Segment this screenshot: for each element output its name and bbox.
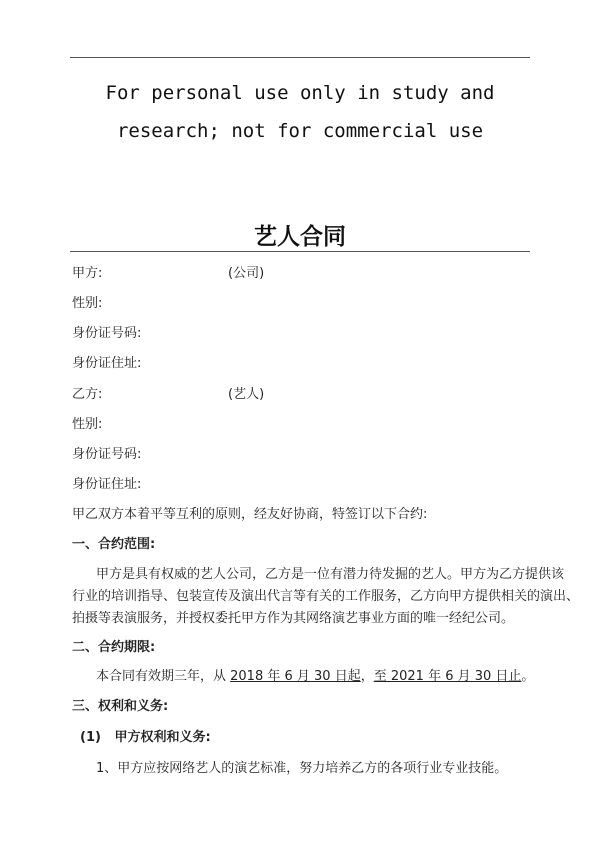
party-a-gender: 性别:: [72, 296, 103, 311]
party-b-label: 乙方:: [72, 387, 103, 402]
top-rule: [70, 57, 530, 58]
term-prefix: 本合同有效期三年，从: [96, 669, 231, 684]
term-end-date: 至 2021 年 6 月 30 日止: [373, 669, 522, 684]
title-rule: [70, 251, 530, 252]
party-b-gender: 性别:: [72, 417, 103, 432]
party-b-note: (艺人): [228, 387, 265, 402]
party-a-id-number: 身份证号码:: [72, 326, 142, 341]
section1-para-line-2: 行业的培训指导、包装宣传及演出代言等有关的工作服务，乙方向甲方提供相关的演出、: [72, 589, 580, 604]
term-suffix: 。: [521, 669, 535, 684]
party-b-id-address: 身份证住址:: [72, 477, 142, 492]
term-middle: ，: [360, 669, 374, 684]
section1-heading: 一、合约范围:: [72, 537, 156, 552]
disclaimer-line-1: For personal use only in study and: [105, 82, 495, 104]
section2-heading: 二、合约期限:: [72, 640, 156, 655]
party-a-id-address: 身份证住址:: [72, 356, 142, 371]
party-a-label: 甲方:: [72, 266, 103, 281]
term-start-date: 2018 年 6 月 30 日起: [230, 669, 361, 684]
section3-heading: 三、权利和义务:: [72, 699, 169, 714]
party-a-note: (公司): [228, 266, 265, 281]
section1-para-line-1: 甲方是具有权威的艺人公司，乙方是一位有潜力待发掘的艺人。甲方为乙方提供该: [96, 567, 565, 582]
document-title: 艺人合同: [254, 224, 346, 250]
section1-para-line-3: 拍摄等表演服务，并授权委托甲方作为其网络演艺事业方面的唯一经纪公司。: [72, 611, 515, 626]
preamble: 甲乙双方本着平等互利的原则，经友好协商，特签订以下合约:: [72, 507, 428, 522]
party-b-id-number: 身份证号码:: [72, 447, 142, 462]
disclaimer-line-2: research; not for commercial use: [116, 120, 484, 142]
section2-term: [96, 665, 534, 684]
section3-item-1: 1、甲方应按网络艺人的演艺标准，努力培养乙方的各项行业专业技能。: [96, 761, 508, 776]
section3-subheading: (1) 甲方权利和义务:: [80, 730, 211, 745]
